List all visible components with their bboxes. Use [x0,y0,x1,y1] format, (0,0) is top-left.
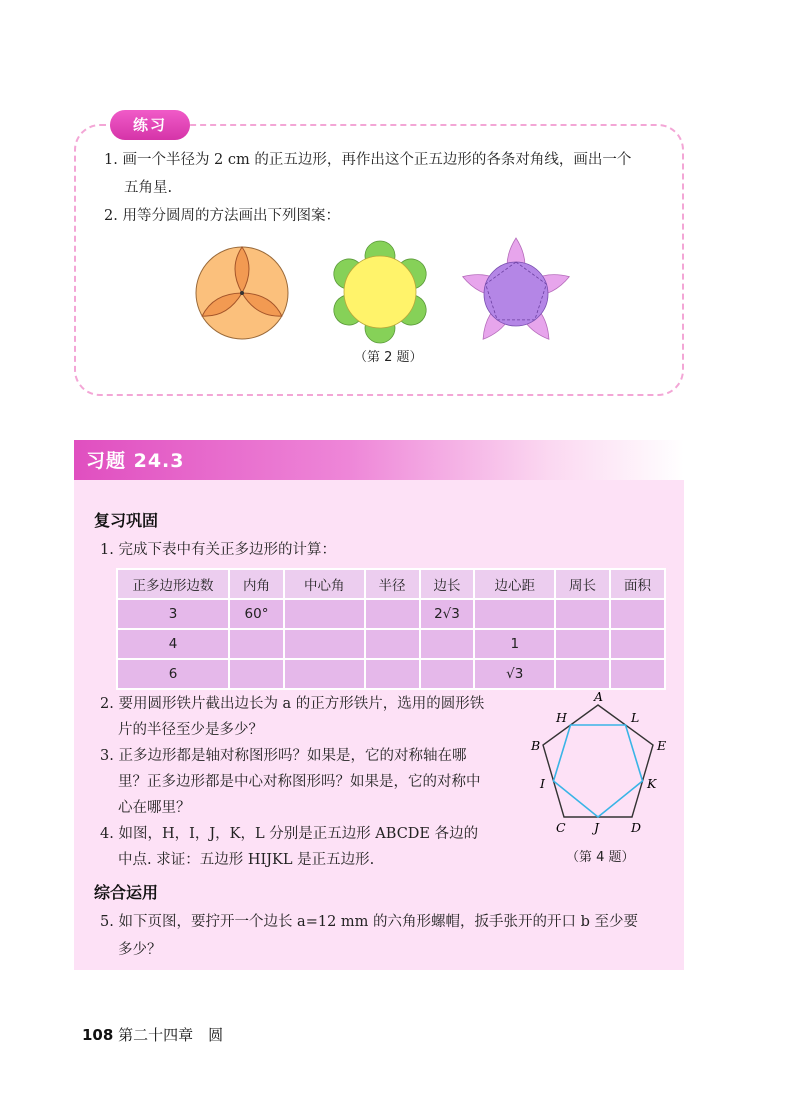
table-header-row [117,569,665,599]
table-cell [284,659,365,689]
pattern-figure-2 [328,240,432,344]
practice-q1-line1: 1. 画一个半径为 2 cm 的正五边形，再作出这个正五边形的各条对角线，画出一个 [104,152,632,168]
page-footer [82,1024,223,1045]
table-header-cell: 边心距 [474,569,555,599]
exercise-q4-line2: 中点. 求证：五边形 HIJKL 是正五边形. [118,852,375,868]
label-C: C [556,820,566,835]
table-cell: 2√3 [420,599,475,629]
label-J: J [594,820,600,835]
pattern-figure-3 [458,236,574,348]
table-cell [365,599,420,629]
exercise-q4-line1: 4. 如图，H，I，J，K，L 分别是正五边形 ABCDE 各边的 [100,826,479,842]
exercise-q5-line1: 5. 如下页图，要拧开一个边长 a=12 mm 的六角形螺帽，扳手张开的开口 b 至少要 [100,914,639,930]
table-row [117,599,665,629]
table-header-cell: 周长 [555,569,610,599]
label-B: B [531,738,541,753]
table-row [117,629,665,659]
table-row [117,659,665,689]
table-cell: √3 [474,659,555,689]
practice-tag: 练习 [110,110,190,140]
table-cell [420,629,475,659]
table-cell [474,599,555,629]
apply-section-title: 综合运用 [94,883,159,902]
table-cell [365,629,420,659]
table-cell [610,599,665,629]
label-H: H [556,710,567,725]
table-header-cell: 中心角 [284,569,365,599]
table-cell [555,599,610,629]
polygon-calc-table [116,568,666,690]
exercise-q3-line1: 3. 正多边形都是轴对称图形吗？如果是，它的对称轴在哪 [100,748,467,764]
table-cell [284,629,365,659]
exercise-q3-line3: 心在哪里？ [118,800,191,816]
label-E: E [657,738,667,753]
table-cell: 60° [229,599,284,629]
table-cell [555,659,610,689]
label-L: L [631,710,640,725]
table-cell [420,659,475,689]
table-header-cell: 半径 [365,569,420,599]
exercise-q2-line2: 片的半径至少是多少？ [118,722,263,738]
table-cell: 4 [117,629,229,659]
table-cell: 1 [474,629,555,659]
review-section-title: 复习巩固 [94,511,159,530]
pentagon-figure [518,690,678,840]
table-cell [610,659,665,689]
table-header-cell: 内角 [229,569,284,599]
exercise-header-title: 习题 24.3 [86,450,185,472]
table-cell [284,599,365,629]
label-D: D [631,820,642,835]
exercise-q3-line2: 里？正多边形都是中心对称图形吗？如果是，它的对称中 [118,774,481,790]
table-cell: 3 [117,599,229,629]
table-header-cell: 正多边形边数 [117,569,229,599]
exercise-q2-line1: 2. 要用圆形铁片截出边长为 a 的正方形铁片，选用的圆形铁 [100,696,485,712]
exercise-q1: 1. 完成下表中有关正多边形的计算： [100,542,336,558]
practice-q1-line2: 五角星. [124,180,173,196]
table-cell: 6 [117,659,229,689]
table-cell [229,629,284,659]
fig4-caption: （第 4 题） [566,850,635,865]
table-cell [555,629,610,659]
page-number: 108 [82,1026,114,1044]
practice-caption: （第 2 题） [354,350,423,365]
label-K: K [647,776,657,791]
table-header-cell: 面积 [610,569,665,599]
label-A: A [594,690,604,704]
practice-q2: 2. 用等分圆周的方法画出下列图案： [104,208,340,224]
table-cell [365,659,420,689]
table-cell [610,629,665,659]
chapter-title: 第二十四章 圆 [118,1026,224,1044]
pattern-figure-1 [192,243,292,343]
table-cell [229,659,284,689]
label-I: I [540,776,545,791]
exercise-q5-line2: 多少？ [118,942,162,958]
table-header-cell: 边长 [420,569,475,599]
